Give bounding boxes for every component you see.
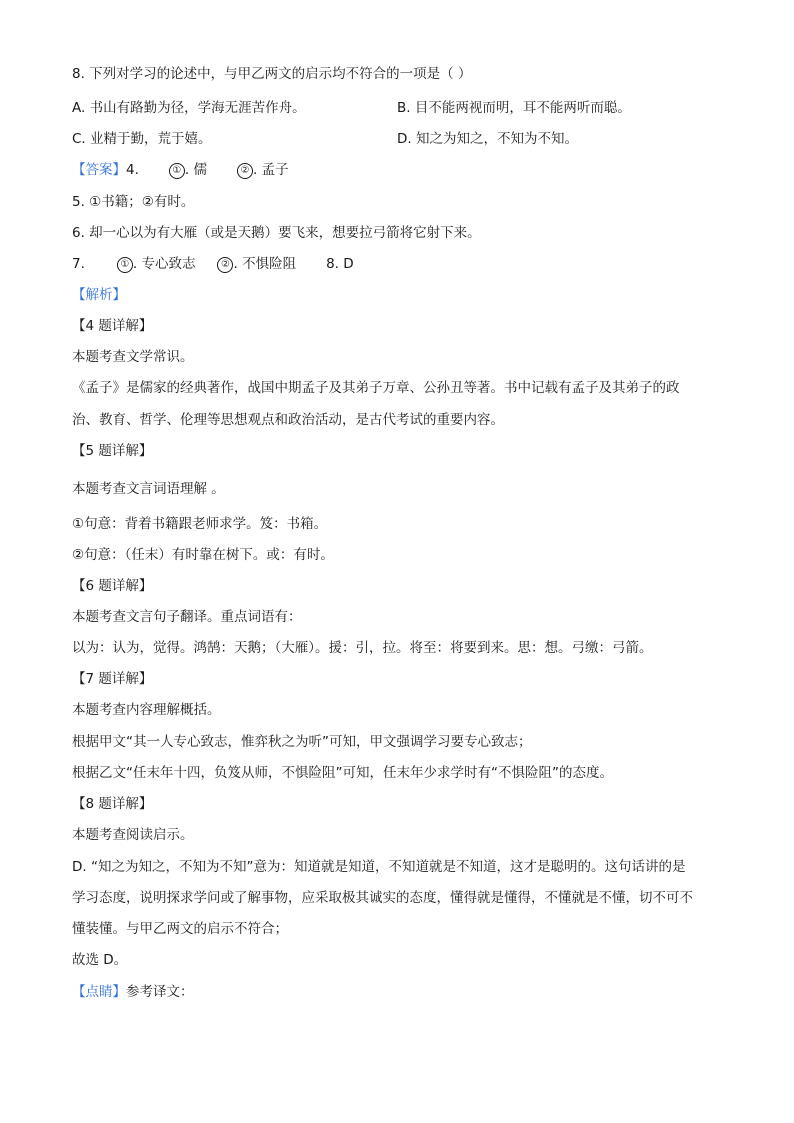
circled-two: ② [217, 257, 233, 273]
paragraph: 本题考查文言词语理解 。 [72, 481, 225, 497]
option-b: B. 目不能两视而明，耳不能两听而聪。 [397, 100, 631, 116]
paragraph: 懂装懂。与甲乙两文的启示不符合； [72, 921, 288, 937]
heading-q7: 【7 题详解】 [72, 671, 153, 687]
option-a: A. 书山有路勤为径，学海无涯苦作舟。 [72, 100, 306, 116]
answer-line-2: 5. ①书籍；②有时。 [72, 194, 195, 210]
paragraph: 根据乙文“任末年十四，负笈从师，不惧险阻”可知，任末年少求学时有“不惧险阻”的态度。 [72, 765, 613, 781]
paragraph: 本题考查阅读启示。 [72, 827, 194, 843]
paragraph: ①句意：背着书籍跟老师求学。笈：书箱。 [72, 516, 328, 532]
option-c: C. 业精于勤，荒于嬉。 [72, 131, 212, 147]
paragraph: 本题考查内容理解概括。 [72, 702, 221, 718]
circled-one: ① [169, 163, 185, 179]
answer-line-3: 6. 却一心以为有大雁（或是天鹅）要飞来，想要拉弓箭将它射下来。 [72, 225, 481, 241]
question-stem: 8. 下列对学习的论述中，与甲乙两文的启示均不符合的一项是（ ） [72, 66, 472, 82]
circled-two: ② [237, 163, 253, 179]
paragraph: 故选 D。 [72, 952, 128, 968]
option-d: D. 知之为知之，不知为不知。 [397, 131, 578, 147]
heading-q5: 【5 题详解】 [72, 443, 153, 459]
paragraph: 治、教育、哲学、伦理等思想观点和政治活动，是古代考试的重要内容。 [72, 412, 504, 428]
analysis-tag: 【解析】 [72, 287, 126, 303]
paragraph: ②句意：（任末）有时靠在树下。或：有时。 [72, 547, 334, 563]
heading-q8: 【8 题详解】 [72, 796, 153, 812]
paragraph: D. “知之为知之，不知为不知”意为：知道就是知道，不知道就是不知道，这才是聪明的。这句话讲的是 [72, 859, 686, 875]
answer-line-1: 【答案】4. ① . 儒 ② . 孟子 [72, 162, 289, 178]
comment-tag: 【点睛】 [72, 984, 126, 1000]
heading-q6: 【6 题详解】 [72, 578, 153, 594]
paragraph: 本题考查文言句子翻译。重点词语有： [72, 609, 302, 625]
paragraph: 学习态度，说明探求学问或了解事物，应采取极其诚实的态度，懂得就是懂得，不懂就是不懂，切不可不 [72, 890, 693, 906]
paragraph: 根据甲文“其一人专心致志，惟弈秋之为听”可知，甲文强调学习要专心致志； [72, 734, 532, 750]
paragraph: 本题考查文学常识。 [72, 349, 194, 365]
paragraph: 以为：认为，觉得。鸿鹄：天鹅；（大雁）。援：引，拉。将至：将要到来。思：想。弓缴：弓箭。 [72, 640, 653, 656]
paragraph: 《孟子》是儒家的经典著作，战国中期孟子及其弟子万章、公孙丑等著。书中记载有孟子及其弟子的政 [72, 380, 680, 396]
comment-line: 【点睛】参考译文： [72, 984, 194, 1000]
heading-q4: 【4 题详解】 [72, 318, 153, 334]
circled-one: ① [117, 257, 133, 273]
answer-line-4: 7. ① . 专心致志 ② . 不惧险阻 8. D [72, 256, 354, 272]
answer-tag: 【答案】 [72, 162, 126, 178]
